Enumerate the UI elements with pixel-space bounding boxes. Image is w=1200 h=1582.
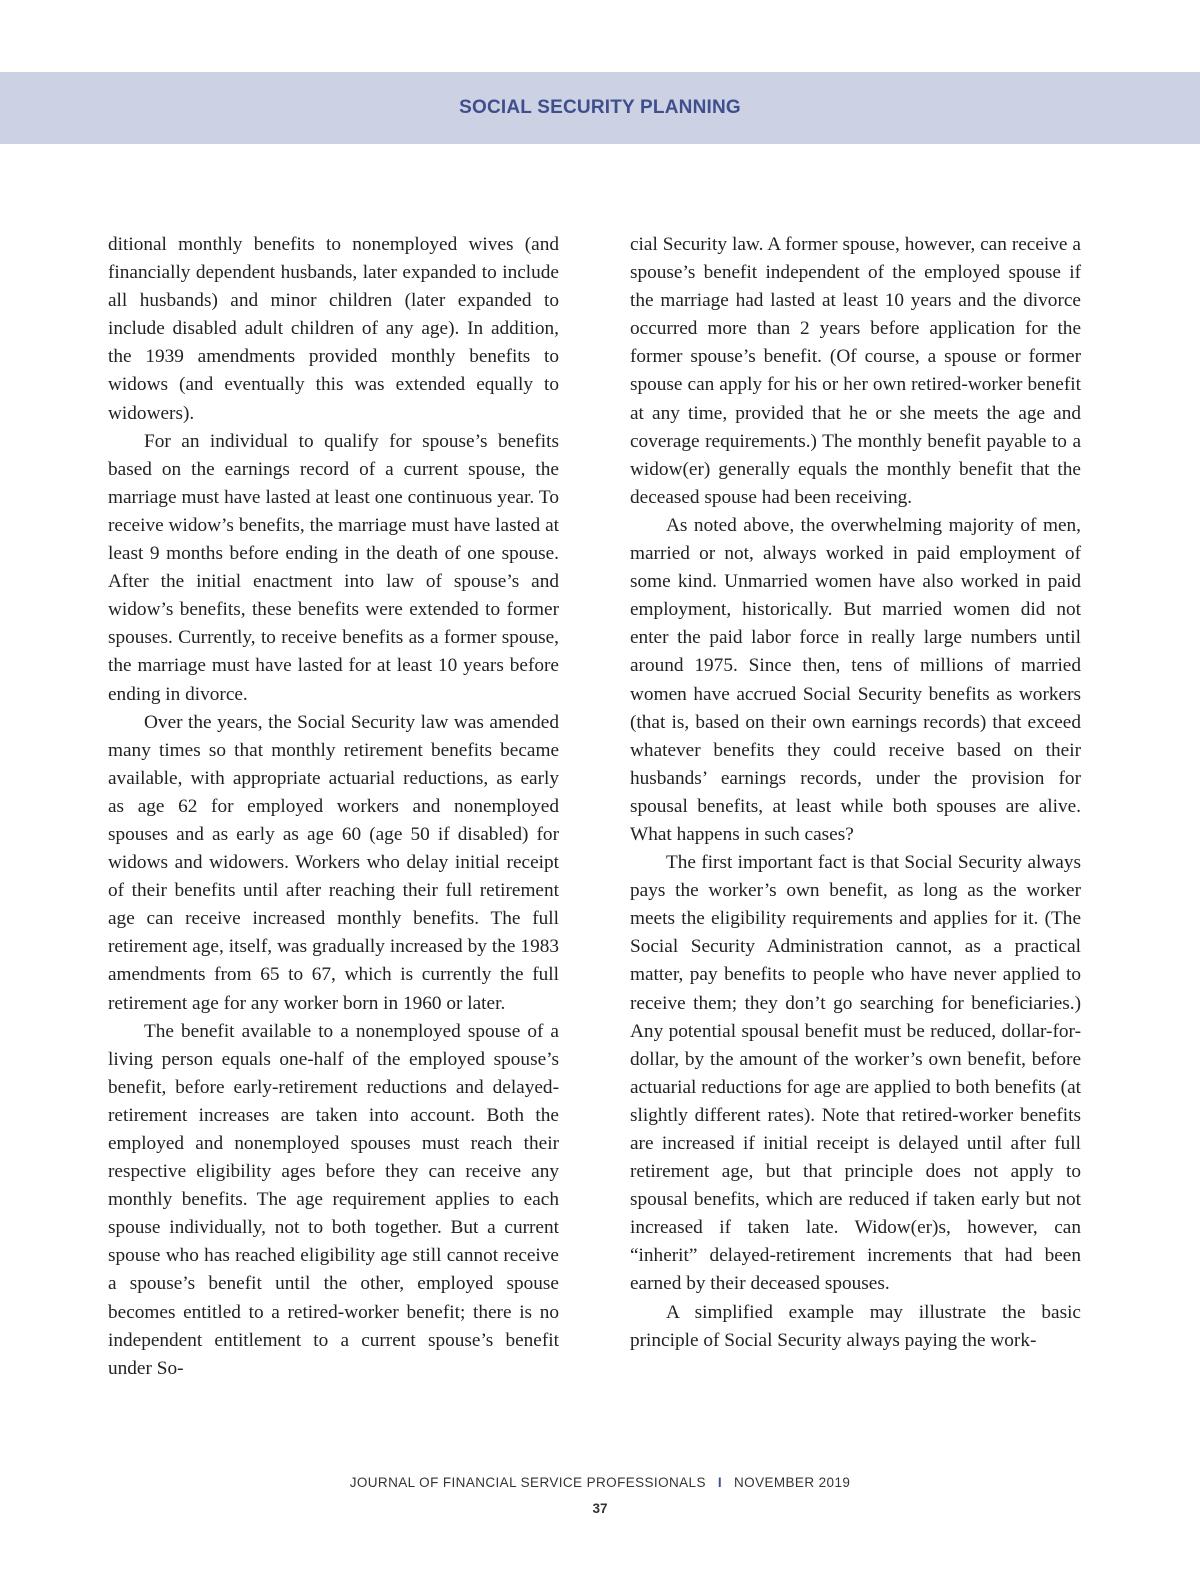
journal-name: JOURNAL OF FINANCIAL SERVICE PROFESSIONALS	[349, 1475, 706, 1490]
issue-date: NOVEMBER 2019	[734, 1475, 851, 1490]
footer-line	[0, 1472, 1200, 1494]
section-title: SOCIAL SECURITY PLANNING	[459, 97, 741, 118]
paragraph: cial Security law. A former spouse, however, can receive a spouse’s benefit independent of the employed spouse if the marriage had lasted at least 10 years and the divorce occurred more than 2 years before application for the former spouse’s benefit. (Of course, a spouse or former spouse can apply for his or her own retired-worker benefit at any time, provided that he or she meets the age and coverage requirements.) The monthly benefit payable to a widow(er) generally equals the monthly benefit that the deceased spouse had been receiving.	[630, 234, 1081, 508]
footer-separator: I	[717, 1475, 723, 1490]
paragraph: A simplified example may illustrate the basic principle of Social Security always paying the work-	[630, 1301, 1081, 1351]
right-column	[630, 231, 1081, 1355]
section-header-band	[0, 72, 1200, 144]
paragraph: The benefit available to a nonemployed spouse of a living person equals one-half of the employed spouse’s benefit, before early-retirement reductions and delayed-retirement increases are taken into account. Both the employed and nonemployed spouses must reach their respective eligibility ages before they can receive any monthly benefits. The age requirement applies to each spouse individually, not to both together. But a current spouse who has reached eligibility age still cannot receive a spouse’s benefit until the other, employed spouse becomes entitled to a retired-worker benefit; there is no independent entitlement to a current spouse’s benefit under So-	[108, 1020, 559, 1379]
paragraph: For an individual to qualify for spouse’s benefits based on the earnings record of a current spouse, the marriage must have lasted at least one continuous year. To receive widow’s benefits, the marriage must have lasted at least 9 months before ending in the death of one spouse. After the initial enactment into law of spouse’s and widow’s benefits, these benefits were extended to former spouses. Currently, to receive benefits as a former spouse, the marriage must have lasted for at least 10 years before ending in divorce.	[108, 430, 559, 705]
paragraph: As noted above, the overwhelming majority of men, married or not, always worked in paid employment of some kind. Unmarried women have also worked in paid employment, historically. But married women did not enter the paid labor force in really large numbers until around 1975. Since then, tens of millions of married women have accrued Social Security benefits as workers (that is, based on their own earnings records) that exceed whatever benefits they could receive based on their husbands’ earnings records, under the provision for spousal benefits, at least while both spouses are alive. What happens in such cases?	[630, 514, 1081, 845]
paragraph: ditional monthly benefits to nonemployed wives (and financially dependent husbands, later expanded to include all husbands) and minor children (later expanded to include disabled adult children of any age). In addition, the 1939 amendments provided monthly benefits to widows (and eventually this was extended equally to widowers).	[108, 234, 559, 424]
paragraph: Over the years, the Social Security law was amended many times so that monthly retirement benefits became available, with appropriate actuarial reductions, as early as age 62 for employed workers and nonemployed spouses and as early as age 60 (age 50 if disabled) for widows and widowers. Workers who delay initial receipt of their benefits until after reaching their full retirement age can receive increased monthly benefits. The full retirement age, itself, was gradually increased by the 1983 amendments from 65 to 67, which is currently the full retirement age for any worker born in 1960 or later.	[108, 711, 559, 1014]
page-footer	[0, 1472, 1200, 1520]
paragraph: The first important fact is that Social Security always pays the worker’s own benefit, as long as the worker meets the eligibility requirements and applies for it. (The Social Security Administration cannot, as a practical matter, pay benefits to people who have never applied to receive them; they don’t go searching for beneficiaries.) Any potential spousal benefit must be reduced, dollar-for-dollar, by the amount of the worker’s own benefit, before actuarial reductions for age are applied to both benefits (at slightly different rates). Note that retired-worker benefits are increased if initial receipt is delayed until after full retirement age, but that principle does not apply to spousal benefits, which are reduced if taken early but not increased if taken late. Widow(er)s, however, can “inherit” delayed-retirement increments that had been earned by their deceased spouses.	[630, 852, 1081, 1295]
left-column	[108, 231, 559, 1383]
page-number: 37	[592, 1501, 608, 1516]
